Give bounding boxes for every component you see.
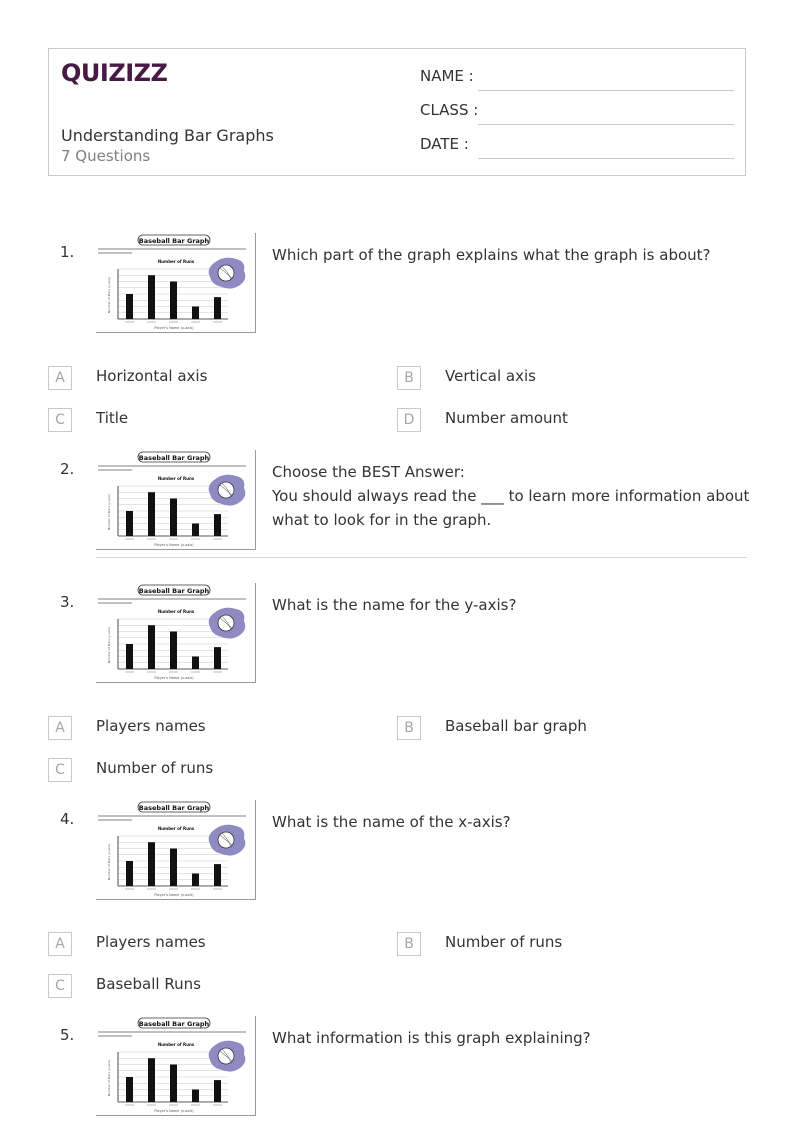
thumbnail-x-label: Player's Name (x-axis) xyxy=(154,676,194,680)
option-letter: D xyxy=(397,408,421,432)
question-text: What information is this graph explaining? xyxy=(272,1029,591,1047)
thumbnail-title: Baseball Bar Graph xyxy=(138,587,210,595)
thumbnail-svg xyxy=(96,233,256,333)
thumbnail-y-label: Number of Runs (y-axis) xyxy=(107,1059,111,1097)
thumbnail-bar xyxy=(214,1080,221,1102)
thumbnail-x-label: Player's Name (x-axis) xyxy=(154,1109,194,1113)
thumbnail-chart-title: Number of Runs xyxy=(157,259,195,264)
question-text-line-1: Choose the BEST Answer: xyxy=(272,463,465,481)
question-text: What is the name of the x-axis? xyxy=(272,813,511,831)
class-line[interactable] xyxy=(478,124,734,125)
thumbnail-svg xyxy=(96,800,256,900)
option-letter: B xyxy=(397,716,421,740)
thumbnail-bar xyxy=(214,297,221,319)
thumbnail-bar xyxy=(170,282,177,320)
thumbnail-bar xyxy=(148,492,155,536)
thumbnail-bar xyxy=(126,861,133,886)
thumbnail-bar xyxy=(148,842,155,886)
question-text-line-2: You should always read the ___ to learn more information about what to look for in the graph. xyxy=(272,487,750,529)
thumbnail-chart-title: Number of Runs xyxy=(157,1042,195,1047)
option-text: Players names xyxy=(96,933,206,951)
thumbnail-svg xyxy=(96,450,256,550)
option-letter: B xyxy=(397,366,421,390)
thumbnail-bar xyxy=(214,864,221,886)
option-letter: B xyxy=(397,932,421,956)
question-text: Which part of the graph explains what the graph is about? xyxy=(272,246,711,264)
thumbnail-bar xyxy=(126,511,133,536)
option-text: Players names xyxy=(96,717,206,735)
thumbnail-bar xyxy=(192,874,199,887)
thumbnail-chart-title: Number of Runs xyxy=(157,826,195,831)
option-text: Vertical axis xyxy=(445,367,536,385)
date-label: DATE : xyxy=(420,135,469,153)
thumbnail-chart-title: Number of Runs xyxy=(157,476,195,481)
question-count: 7 Questions xyxy=(61,147,151,165)
thumbnail-bar xyxy=(148,1058,155,1102)
date-line[interactable] xyxy=(478,158,734,159)
thumbnail-bar xyxy=(170,849,177,887)
name-label: NAME : xyxy=(420,67,474,85)
thumbnail-bar xyxy=(214,514,221,536)
thumbnail-bar xyxy=(170,1065,177,1103)
option-text: Horizontal axis xyxy=(96,367,208,385)
question-number: 2. xyxy=(60,460,75,478)
option-letter: A xyxy=(48,716,72,740)
thumbnail-y-label: Number of Runs (y-axis) xyxy=(107,843,111,881)
name-field[interactable] xyxy=(420,67,734,91)
thumbnail-title: Baseball Bar Graph xyxy=(138,237,210,245)
class-field[interactable] xyxy=(420,101,734,125)
option-letter: C xyxy=(48,408,72,432)
thumbnail-bar xyxy=(126,644,133,669)
date-field[interactable] xyxy=(420,135,734,159)
thumbnail-bar xyxy=(192,524,199,537)
thumbnail-bar xyxy=(192,1090,199,1103)
thumbnail-bar xyxy=(192,657,199,670)
thumbnail-bar xyxy=(148,275,155,319)
thumbnail-x-label: Player's Name (x-axis) xyxy=(154,543,194,547)
option-text: Number of runs xyxy=(96,759,214,777)
thumbnail-bar xyxy=(148,625,155,669)
thumbnail-bar xyxy=(170,632,177,670)
baseball-bar-graph-image xyxy=(96,1016,256,1116)
thumbnail-x-label: Player's Name (x-axis) xyxy=(154,326,194,330)
option-text: Baseball bar graph xyxy=(445,717,587,735)
baseball-bar-graph-image xyxy=(96,800,256,900)
thumbnail-bar xyxy=(126,294,133,319)
thumbnail-chart-title: Number of Runs xyxy=(157,609,195,614)
question-number: 4. xyxy=(60,810,75,828)
question-text xyxy=(272,460,752,532)
thumbnail-svg xyxy=(96,1016,256,1116)
option-letter: C xyxy=(48,974,72,998)
question-number: 5. xyxy=(60,1026,75,1044)
class-label: CLASS : xyxy=(420,101,479,119)
option-text: Number amount xyxy=(445,409,568,427)
thumbnail-bar xyxy=(170,499,177,537)
baseball-bar-graph-image xyxy=(96,233,256,333)
option-letter: C xyxy=(48,758,72,782)
baseball-bar-graph-image xyxy=(96,583,256,683)
question-divider xyxy=(96,557,747,558)
thumbnail-title: Baseball Bar Graph xyxy=(138,454,210,462)
option-text: Baseball Runs xyxy=(96,975,201,993)
thumbnail-bar xyxy=(214,647,221,669)
option-letter: A xyxy=(48,366,72,390)
question-number: 1. xyxy=(60,243,75,261)
thumbnail-x-label: Player's Name (x-axis) xyxy=(154,893,194,897)
thumbnail-title: Baseball Bar Graph xyxy=(138,804,210,812)
question-number: 3. xyxy=(60,593,75,611)
quizizz-logo: QUIZIZZ xyxy=(61,59,168,87)
question-text: What is the name for the y-axis? xyxy=(272,596,517,614)
thumbnail-y-label: Number of Runs (y-axis) xyxy=(107,493,111,531)
thumbnail-bar xyxy=(126,1077,133,1102)
option-letter: A xyxy=(48,932,72,956)
option-text: Title xyxy=(96,409,129,427)
thumbnail-svg xyxy=(96,583,256,683)
worksheet-header xyxy=(48,48,746,176)
thumbnail-y-label: Number of Runs (y-axis) xyxy=(107,276,111,314)
worksheet-title: Understanding Bar Graphs xyxy=(61,126,274,145)
baseball-bar-graph-image xyxy=(96,450,256,550)
thumbnail-title: Baseball Bar Graph xyxy=(138,1020,210,1028)
name-line[interactable] xyxy=(478,90,734,91)
thumbnail-y-label: Number of Runs (y-axis) xyxy=(107,626,111,664)
thumbnail-bar xyxy=(192,307,199,320)
option-text: Number of runs xyxy=(445,933,563,951)
